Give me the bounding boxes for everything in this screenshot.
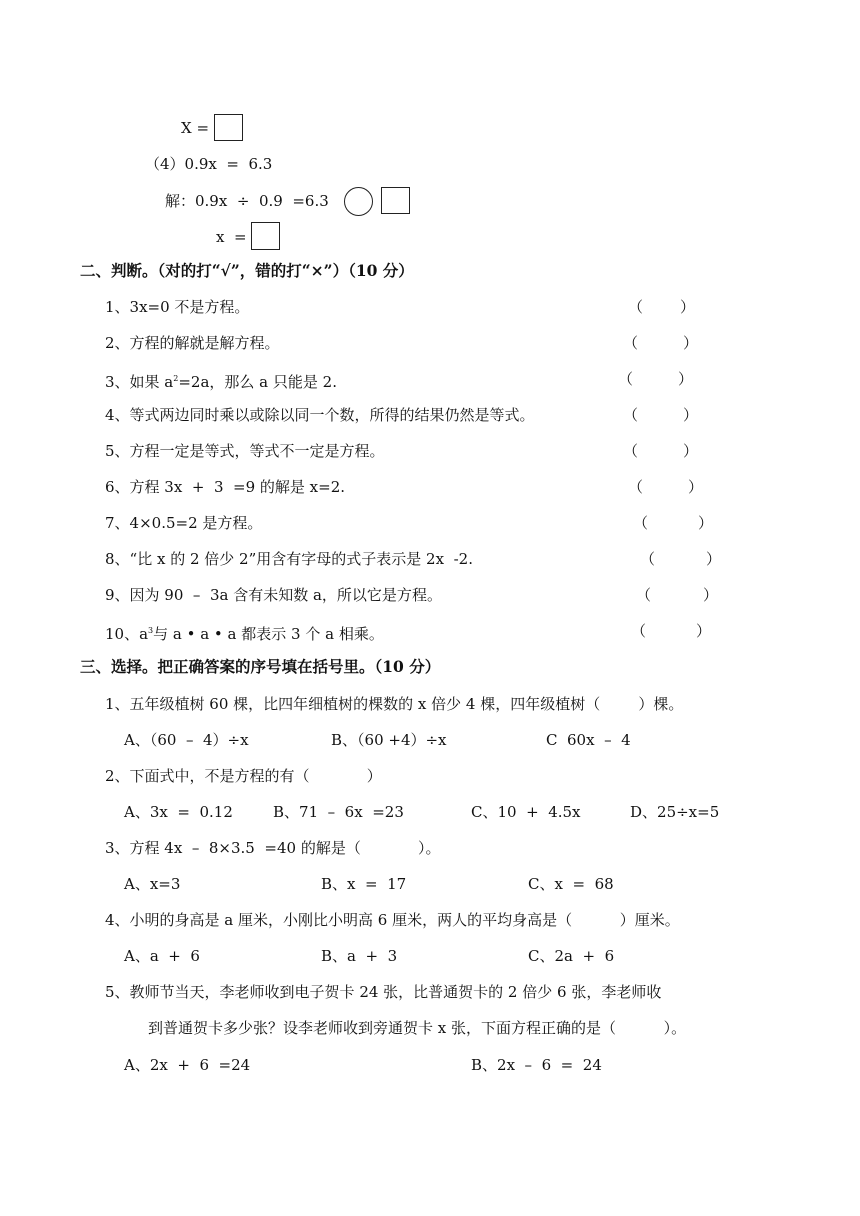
q4-option-a: A、a + 6	[124, 947, 200, 965]
answer-paren-close: ）	[683, 442, 699, 460]
judge-item-1: 1、3x=0 不是方程。	[105, 298, 250, 316]
choice-question-5-line-1: 5、教师节当天，李老师收到电子贺卡 24 张，比普通贺卡的 2 倍少 6 张，李老师收	[105, 983, 662, 1001]
answer-paren-close: ）	[683, 406, 699, 424]
answer-paren-close: ）	[683, 334, 699, 352]
answer-paren-open: （	[631, 622, 647, 640]
judge-item-7: 7、4×0.5=2 是方程。	[105, 514, 263, 532]
answer-paren-open: （	[640, 550, 656, 568]
q3-option-c: C、x = 68	[528, 875, 614, 893]
answer-paren-close: ）	[696, 622, 712, 640]
q2-option-c: C、10 + 4.5x	[471, 803, 581, 821]
answer-box-3[interactable]	[251, 222, 280, 250]
answer-paren-open: （	[633, 514, 649, 532]
judge-item-10: 10、$a^3$与 a • a • a 都表示 3 个 a 相乘。	[105, 625, 384, 643]
q2-option-a: A、3x = 0.12	[124, 803, 233, 821]
answer-paren-close: ）	[680, 298, 696, 316]
answer-paren-close: ）	[703, 586, 719, 604]
q5-option-a: A、2x + 6 =24	[124, 1056, 251, 1074]
answer-paren-open: （	[618, 370, 634, 388]
answer-paren-open: （	[628, 298, 644, 316]
judge-item-2: 2、方程的解就是解方程。	[105, 334, 280, 352]
q1-option-c: C 60x – 4	[546, 731, 631, 749]
section-2-heading: 二、判断。（对的打“√”，错的打“×”）（10 分）	[80, 261, 414, 280]
q1-option-b: B、（60 +4）÷x	[331, 731, 447, 749]
judge-item-9: 9、因为 90 – 3a 含有未知数 a，所以它是方程。	[105, 586, 442, 604]
choice-question-4: 4、小明的身高是 a 厘米，小刚比小明高 6 厘米，两人的平均身高是（ ）厘米。	[105, 911, 680, 929]
answer-circle[interactable]	[344, 187, 373, 216]
answer-box-1[interactable]	[214, 114, 243, 141]
q1-option-a: A、（60 – 4）÷x	[124, 731, 249, 749]
q3-option-a: A、x=3	[124, 875, 181, 893]
judge-item-8: 8、“比 x 的 2 倍少 2”用含有字母的式子表示是 2x -2.	[105, 550, 473, 568]
answer-paren-close: ）	[706, 550, 722, 568]
q2-option-d: D、25÷x=5	[630, 803, 720, 821]
choice-question-5-line-2: 到普通贺卡多少张？设李老师收到旁通贺卡 x 张，下面方程正确的是（ ）。	[148, 1019, 687, 1037]
superscript: 2	[173, 374, 179, 383]
answer-paren-open: （	[623, 406, 639, 424]
x-equals-label-2: x =	[216, 228, 247, 246]
choice-question-1: 1、五年级植树 60 棵，比四年细植树的棵数的 x 倍少 4 棵，四年级植树（ ）棵。	[105, 695, 684, 713]
q2-option-b: B、71 – 6x =23	[273, 803, 404, 821]
q5-option-b: B、2x – 6 = 24	[471, 1056, 602, 1074]
solution-line: 解：0.9x ÷ 0.9 =6.3	[165, 192, 329, 210]
q3-option-b: B、x = 17	[321, 875, 407, 893]
answer-paren-open: （	[623, 334, 639, 352]
superscript: 3	[148, 626, 154, 635]
answer-paren-close: ）	[698, 514, 714, 532]
answer-paren-close: ）	[678, 370, 694, 388]
q4-option-c: C、2a + 6	[528, 947, 615, 965]
judge-item-3: 3、如果 $a^2=2a$，那么 a 只能是 2.	[105, 373, 337, 391]
judge-item-5: 5、方程一定是等式，等式不一定是方程。	[105, 442, 385, 460]
answer-box-2[interactable]	[381, 187, 410, 214]
section-3-heading: 三、选择。把正确答案的序号填在括号里。（10 分）	[80, 657, 441, 676]
choice-question-2: 2、下面式中，不是方程的有（ ）	[105, 767, 382, 785]
judge-item-6: 6、方程 3x + 3 =9 的解是 x=2.	[105, 478, 346, 496]
answer-paren-open: （	[636, 586, 652, 604]
choice-question-3: 3、方程 4x – 8×3.5 =40 的解是（ ）。	[105, 839, 441, 857]
judge-item-4: 4、等式两边同时乘以或除以同一个数，所得的结果仍然是等式。	[105, 406, 535, 424]
answer-paren-open: （	[628, 478, 644, 496]
problem-4: （4）0.9x = 6.3	[145, 155, 273, 173]
q4-option-b: B、a + 3	[321, 947, 398, 965]
answer-paren-close: ）	[688, 478, 704, 496]
answer-paren-open: （	[623, 442, 639, 460]
x-equals-label-1: X =	[181, 119, 210, 137]
